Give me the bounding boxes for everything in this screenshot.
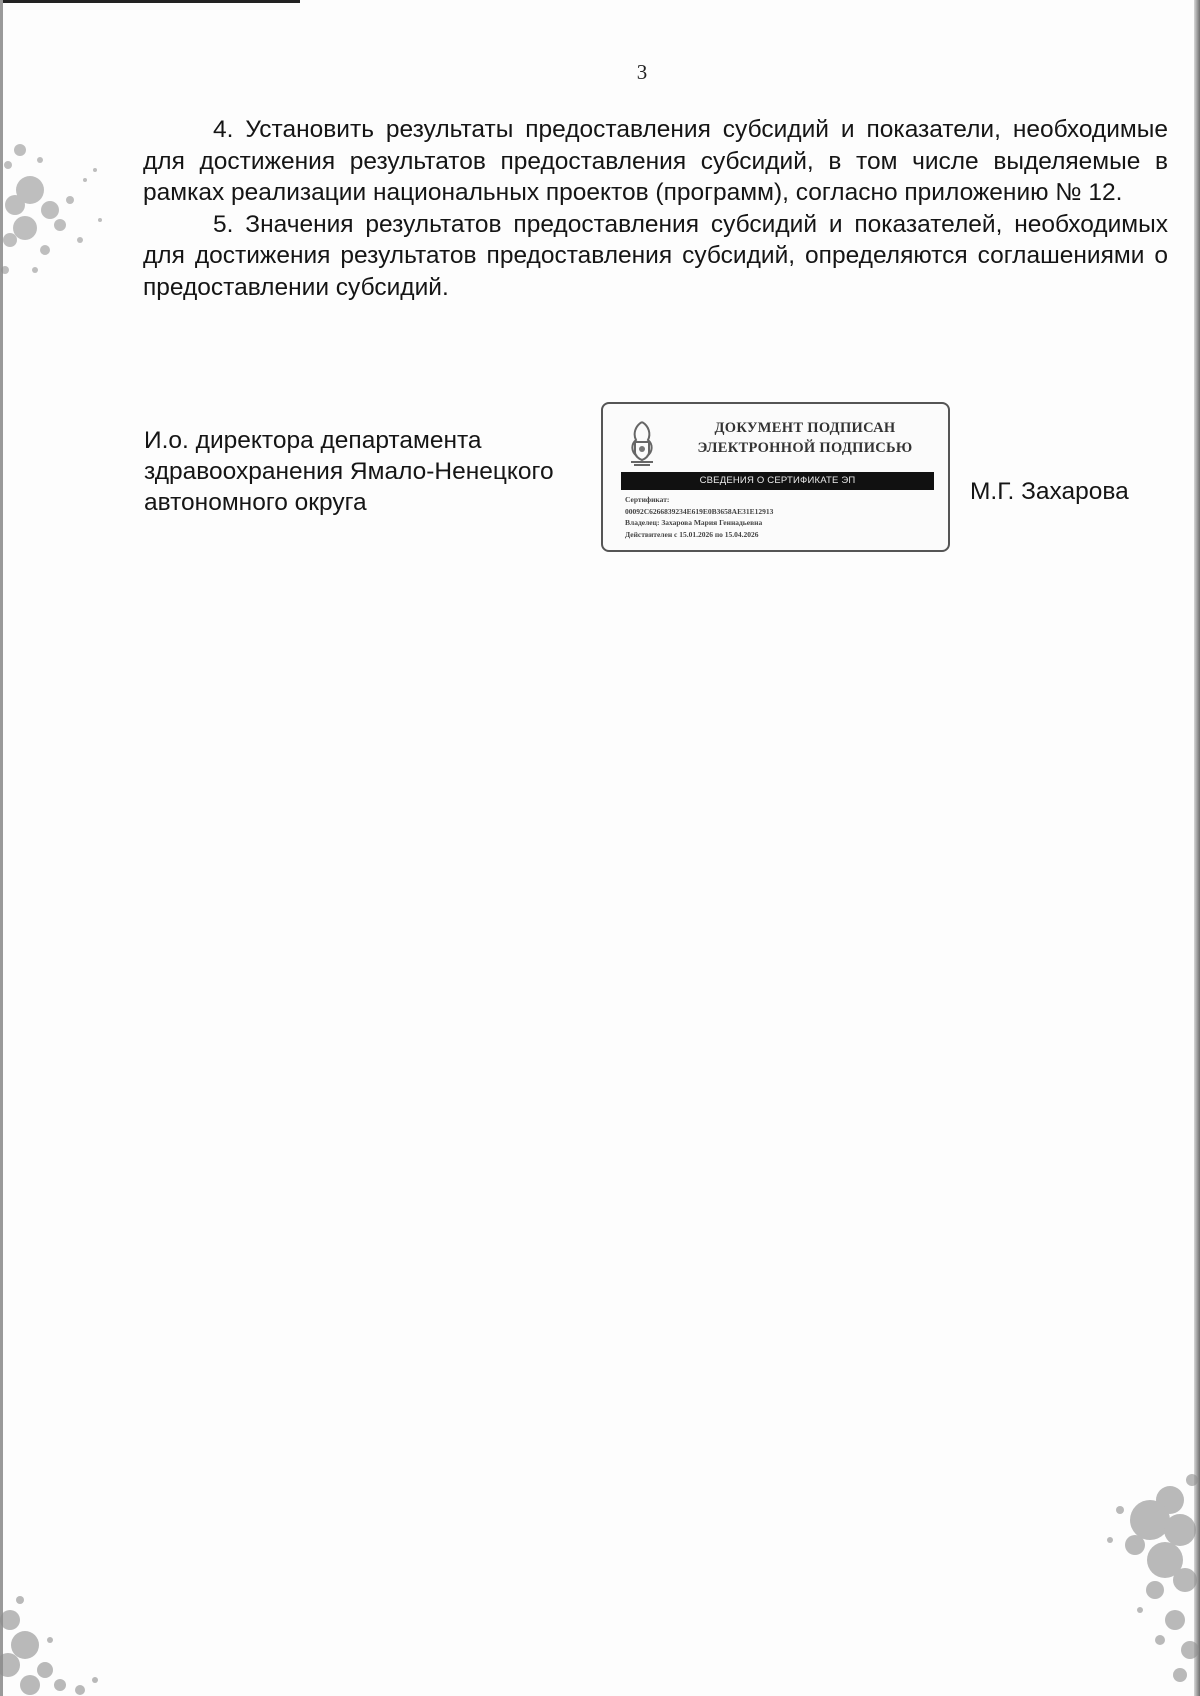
signer-position-line: И.о. директора департамента xyxy=(144,427,482,454)
scan-edge-top xyxy=(0,0,300,3)
coat-of-arms-icon xyxy=(623,418,661,468)
certificate-validity: Действителен с 15.01.2026 по 15.04.2026 xyxy=(625,529,759,539)
electronic-signature-stamp xyxy=(601,402,950,552)
signer-name: М.Г. Захарова xyxy=(970,478,1129,505)
document-body xyxy=(143,114,1168,303)
page-number: 3 xyxy=(636,60,648,84)
certificate-label: Сертификат: xyxy=(625,495,670,504)
certificate-number: 00092C6266839234E619E0B3658AE31E12913 xyxy=(625,506,774,516)
paragraph-4: 4. Установить результаты предоставления субсидий и показатели, необходимые для достижения результатов предоставления субсидий, в том числе выделяемые в рамках реализации национальных проектов (программ), согласно приложению № 12. xyxy=(143,116,1168,206)
scan-edge-right xyxy=(1194,0,1200,1696)
signer-position-line: автономного округа xyxy=(144,489,367,516)
stamp-header-bar: СВЕДЕНИЯ О СЕРТИФИКАТЕ ЭП xyxy=(621,472,934,490)
stamp-title xyxy=(667,418,943,458)
stamp-title-line: ЭЛЕКТРОННОЙ ПОДПИСЬЮ xyxy=(697,440,913,456)
stamp-title-line: ДОКУМЕНТ ПОДПИСАН xyxy=(714,420,896,436)
certificate-owner: Владелец: Захарова Мария Геннадьевна xyxy=(625,518,763,527)
signer-position xyxy=(144,425,614,518)
scan-noise-bottom-left xyxy=(0,1590,110,1696)
scan-noise-bottom-right xyxy=(1080,1460,1200,1696)
paragraph-5: 5. Значения результатов предоставления субсидий и показателей, необходимых для достижения результатов предоставления субсидий, определяются соглашениями о предоставлении субсидий. xyxy=(143,210,1168,301)
stamp-details xyxy=(625,494,945,540)
scan-noise-left xyxy=(0,130,120,300)
signer-position-line: здравоохранения Ямало-Ненецкого xyxy=(144,458,554,485)
